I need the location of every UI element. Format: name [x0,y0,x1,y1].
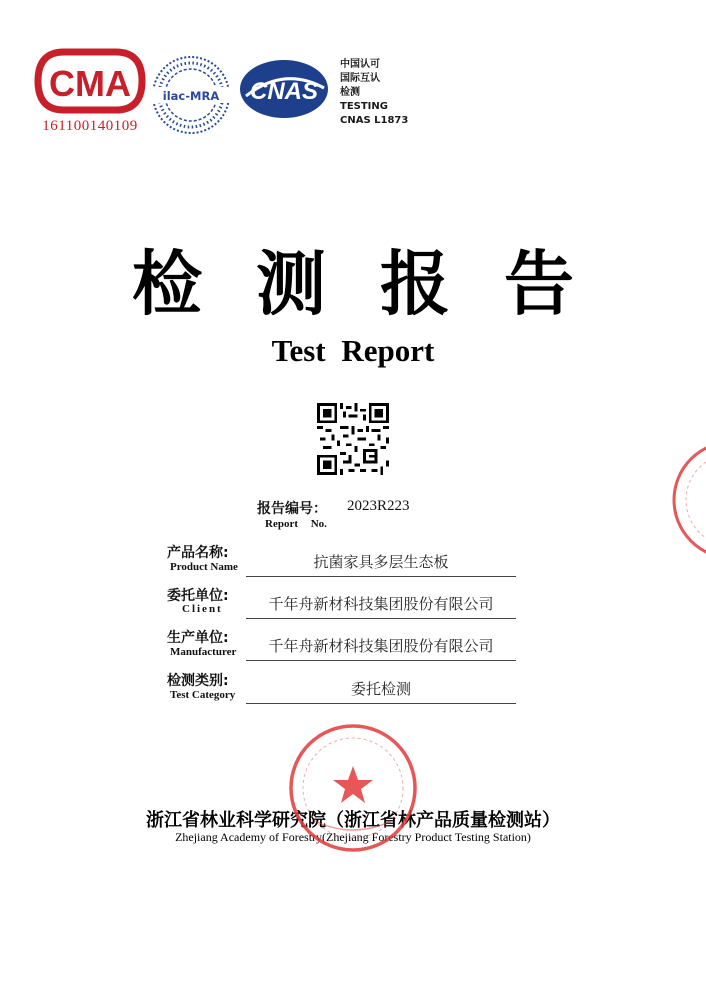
cnas-line: TESTING [340,101,388,112]
cnas-logo-text: CNAS [249,78,319,105]
client-label: 委托单位: [167,588,229,604]
report-no-label-en: Report No. [265,518,327,530]
test-category-label: 检测类别: [167,673,229,689]
cma-logo [34,48,146,114]
ilac-logo-text: ilac-MRA [162,89,220,103]
cma-number: 161100140109 [42,118,138,134]
cnas-logo [238,58,330,120]
manufacturer-label-en: Manufacturer [170,646,237,658]
cnas-line: 检测 [340,87,360,98]
ilac-mra-logo [150,54,232,136]
product-name-label-en: Product Name [170,561,238,573]
report-no-label: 报告编号： [257,501,327,517]
institute-name-en: Zhejiang Academy of Forestry(Zhejiang Forestry Product Testing Station) [175,830,531,844]
client-value: 千年舟新材科技集团股份有限公司 [246,593,516,619]
manufacturer-value: 千年舟新材科技集团股份有限公司 [246,635,516,661]
cnas-accreditation-text [340,58,408,128]
cma-logo-text: CMA [49,63,131,104]
test-category-label-en: Test Category [170,689,236,701]
cnas-line: CNAS L1873 [340,115,409,126]
product-name-value: 抗菌家具多层生态板 [246,551,516,577]
official-seal [287,722,419,854]
edge-seal [668,436,706,564]
cnas-line: 国际互认 [340,73,380,84]
qr-code[interactable] [317,403,389,475]
report-no-value: 2023R223 [347,498,410,514]
cnas-line: 中国认可 [340,59,380,70]
test-category-value: 委托检测 [246,678,516,704]
title-cn: 检测报告 [132,242,628,325]
client-label-en: Client [182,603,223,615]
manufacturer-label: 生产单位: [167,630,229,646]
institute-name-cn: 浙江省林业科学研究院（浙江省林产品质量检测站） [146,810,560,831]
title-en: Test Report [271,333,435,368]
product-name-label: 产品名称: [167,545,229,561]
